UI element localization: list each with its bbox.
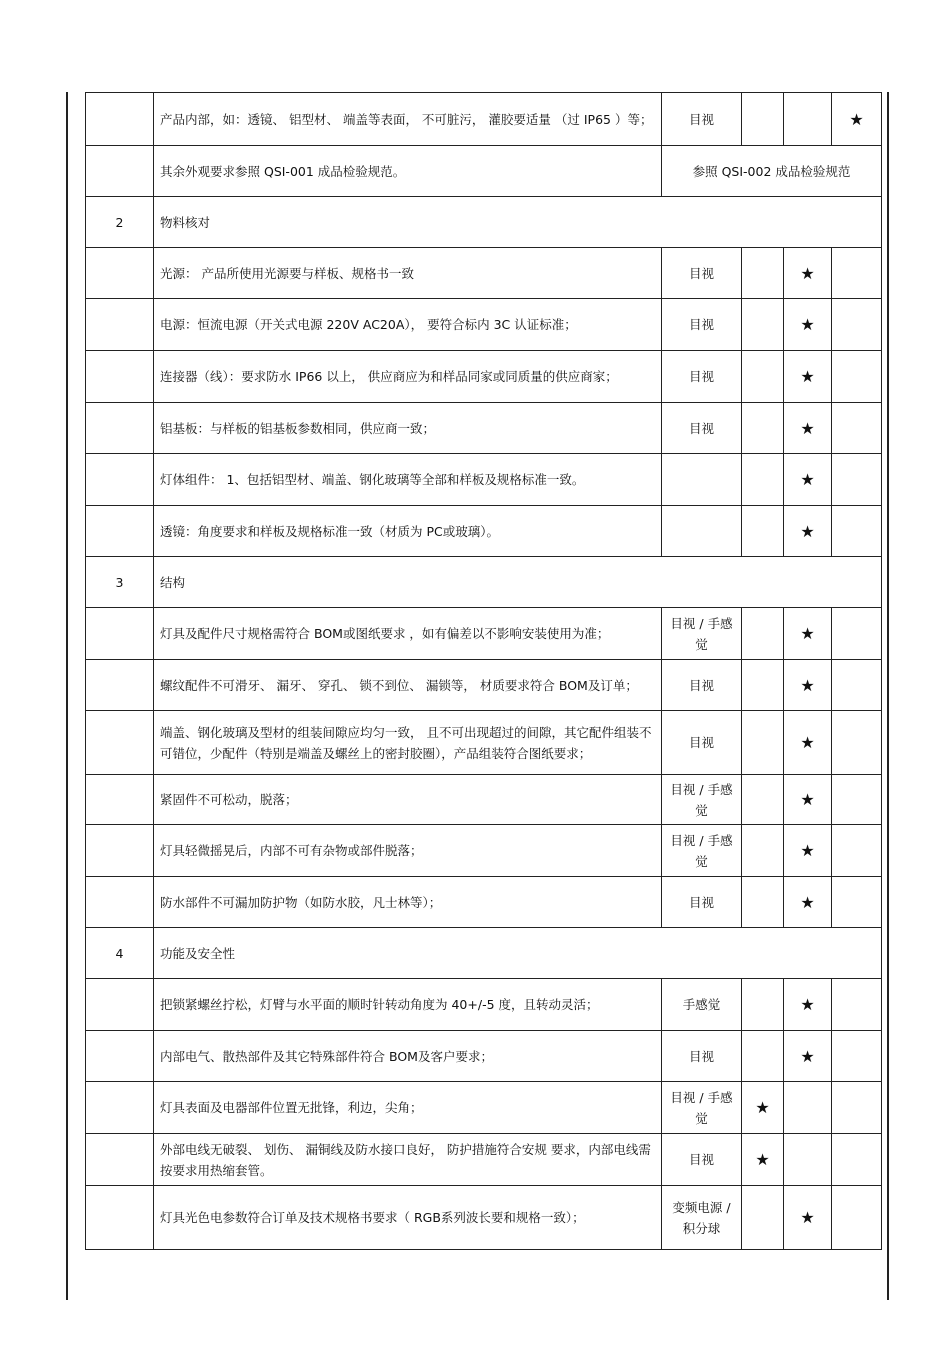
requirement-text: 电源：恒流电源（开关式电源 220V AC20A）， 要符合标内 3C 认证标准； [154, 299, 662, 351]
row-number-cell [86, 506, 154, 557]
grade-b-mark: ★ [784, 825, 832, 877]
row-number-cell [86, 775, 154, 825]
left-margin-line [66, 92, 68, 1300]
grade-b-mark: ★ [784, 248, 832, 299]
table-row [86, 608, 882, 660]
section-title: 结构 [154, 557, 882, 608]
grade-c-mark [832, 403, 882, 454]
requirement-text: 灯具表面及电器部件位置无批锋，利边，尖角； [154, 1082, 662, 1134]
reference-spec: 参照 QSI-002 成品检验规范 [662, 146, 882, 197]
requirement-text: 连接器（线）：要求防水 IP66 以上， 供应商应为和样品同家或同质量的供应商家； [154, 351, 662, 403]
grade-a-mark [742, 1186, 784, 1250]
section-row [86, 557, 882, 608]
grade-c-mark [832, 711, 882, 775]
row-number-cell [86, 660, 154, 711]
table-row [86, 825, 882, 877]
grade-c-mark [832, 506, 882, 557]
table-row [86, 454, 882, 506]
table-row [86, 1134, 882, 1186]
row-number-cell [86, 248, 154, 299]
row-number-cell [86, 979, 154, 1031]
requirement-text: 防水部件不可漏加防护物（如防水胶，凡士林等）； [154, 877, 662, 928]
grade-b-mark: ★ [784, 660, 832, 711]
table-row [86, 877, 882, 928]
inspection-method: 目视 / 手感觉 [662, 775, 742, 825]
requirement-text: 紧固件不可松动，脱落； [154, 775, 662, 825]
inspection-method: 目视 [662, 351, 742, 403]
table-row [86, 1186, 882, 1250]
row-number-cell [86, 454, 154, 506]
grade-c-mark [832, 351, 882, 403]
requirement-text: 铝基板：与样板的铝基板参数相同，供应商一致； [154, 403, 662, 454]
grade-c-mark [832, 608, 882, 660]
requirement-text: 内部电气、散热部件及其它特殊部件符合 BOM及客户要求； [154, 1031, 662, 1082]
row-number-cell [86, 608, 154, 660]
requirement-text: 光源： 产品所使用光源要与样板、规格书一致 [154, 248, 662, 299]
inspection-method: 手感觉 [662, 979, 742, 1031]
section-number: 4 [86, 928, 154, 979]
row-number-cell [86, 711, 154, 775]
grade-b-mark: ★ [784, 454, 832, 506]
inspection-method: 目视 [662, 1031, 742, 1082]
grade-a-mark [742, 825, 784, 877]
table-row [86, 1082, 882, 1134]
grade-a-mark: ★ [742, 1082, 784, 1134]
inspection-method: 目视 [662, 660, 742, 711]
grade-a-mark [742, 93, 784, 146]
table-row [86, 711, 882, 775]
table-row [86, 775, 882, 825]
table-row [86, 1031, 882, 1082]
section-row [86, 928, 882, 979]
row-number-cell [86, 299, 154, 351]
row-number-cell [86, 93, 154, 146]
grade-a-mark [742, 979, 784, 1031]
grade-b-mark: ★ [784, 299, 832, 351]
row-number-cell [86, 351, 154, 403]
grade-b-mark: ★ [784, 403, 832, 454]
row-number-cell [86, 146, 154, 197]
requirement-text: 灯具光色电参数符合订单及技术规格书要求（ RGB系列波长要和规格一致）； [154, 1186, 662, 1250]
grade-a-mark [742, 351, 784, 403]
row-number-cell [86, 877, 154, 928]
grade-b-mark: ★ [784, 506, 832, 557]
inspection-method: 目视 [662, 711, 742, 775]
row-number-cell [86, 1082, 154, 1134]
inspection-method: 变频电源 / 积分球 [662, 1186, 742, 1250]
grade-c-mark [832, 248, 882, 299]
grade-c-mark [832, 1031, 882, 1082]
table-row [86, 506, 882, 557]
row-number-cell [86, 1134, 154, 1186]
table-row [86, 403, 882, 454]
section-title: 功能及安全性 [154, 928, 882, 979]
grade-c-mark [832, 1134, 882, 1186]
section-row [86, 197, 882, 248]
grade-b-mark: ★ [784, 1031, 832, 1082]
grade-a-mark [742, 660, 784, 711]
grade-c-mark [832, 877, 882, 928]
requirement-text: 螺纹配件不可滑牙、 漏牙、 穿孔、 锁不到位、 漏锁等， 材质要求符合 BOM及订单； [154, 660, 662, 711]
section-title: 物料核对 [154, 197, 882, 248]
requirement-text: 透镜：角度要求和样板及规格标准一致（材质为 PC或玻璃）。 [154, 506, 662, 557]
grade-b-mark: ★ [784, 711, 832, 775]
grade-c-mark: ★ [832, 93, 882, 146]
section-number: 2 [86, 197, 154, 248]
inspection-method: 目视 / 手感觉 [662, 1082, 742, 1134]
requirement-text: 端盖、钢化玻璃及型材的组装间隙应均匀一致， 且不可出现超过的间隙，其它配件组装不可错位，少配件（特别是端盖及螺丝上的密封胶圈），产品组装符合图纸要求； [154, 711, 662, 775]
inspection-method: 目视 [662, 299, 742, 351]
grade-c-mark [832, 454, 882, 506]
table-row [86, 351, 882, 403]
table-row [86, 660, 882, 711]
grade-b-mark [784, 1134, 832, 1186]
table-row [86, 248, 882, 299]
requirement-text: 灯具及配件尺寸规格需符合 BOM或图纸要求 ，如有偏差以不影响安装使用为准； [154, 608, 662, 660]
inspection-method: 目视 [662, 403, 742, 454]
requirement-text: 灯体组件： 1、包括铝型材、端盖、钢化玻璃等全部和样板及规格标准一致。 [154, 454, 662, 506]
requirement-text: 把锁紧螺丝拧松，灯臂与水平面的顺时针转动角度为 40+/-5 度，且转动灵活； [154, 979, 662, 1031]
grade-a-mark [742, 711, 784, 775]
inspection-method [662, 506, 742, 557]
inspection-method: 目视 [662, 248, 742, 299]
grade-c-mark [832, 299, 882, 351]
requirement-text: 外部电线无破裂、 划伤、 漏铜线及防水接口良好， 防护措施符合安规 要求，内部电线需按要求用热缩套管。 [154, 1134, 662, 1186]
requirement-text: 产品内部，如：透镜、 铝型材、 端盖等表面， 不可脏污， 灌胶要适量 （过 IP65 ）等； [154, 93, 662, 146]
grade-a-mark [742, 248, 784, 299]
row-number-cell [86, 1031, 154, 1082]
grade-a-mark [742, 506, 784, 557]
inspection-method [662, 454, 742, 506]
grade-b-mark: ★ [784, 351, 832, 403]
grade-a-mark: ★ [742, 1134, 784, 1186]
grade-c-mark [832, 825, 882, 877]
grade-b-mark [784, 1082, 832, 1134]
grade-a-mark [742, 1031, 784, 1082]
row-number-cell [86, 825, 154, 877]
grade-c-mark [832, 1186, 882, 1250]
grade-a-mark [742, 454, 784, 506]
inspection-method: 目视 [662, 93, 742, 146]
inspection-method: 目视 [662, 1134, 742, 1186]
right-margin-line [887, 92, 889, 1300]
grade-c-mark [832, 660, 882, 711]
grade-a-mark [742, 877, 784, 928]
requirement-text: 灯具轻微摇晃后，内部不可有杂物或部件脱落； [154, 825, 662, 877]
requirement-text: 其余外观要求参照 QSI-001 成品检验规范。 [154, 146, 662, 197]
grade-b-mark: ★ [784, 775, 832, 825]
grade-c-mark [832, 775, 882, 825]
grade-a-mark [742, 299, 784, 351]
grade-b-mark: ★ [784, 877, 832, 928]
row-number-cell [86, 1186, 154, 1250]
grade-a-mark [742, 775, 784, 825]
grade-b-mark: ★ [784, 1186, 832, 1250]
table-row [86, 146, 882, 197]
grade-c-mark [832, 979, 882, 1031]
table-row [86, 299, 882, 351]
grade-b-mark: ★ [784, 979, 832, 1031]
inspection-method: 目视 / 手感觉 [662, 825, 742, 877]
grade-c-mark [832, 1082, 882, 1134]
grade-b-mark [784, 93, 832, 146]
grade-a-mark [742, 403, 784, 454]
table-row [86, 979, 882, 1031]
section-number: 3 [86, 557, 154, 608]
inspection-method: 目视 / 手感觉 [662, 608, 742, 660]
grade-b-mark: ★ [784, 608, 832, 660]
row-number-cell [86, 403, 154, 454]
inspection-spec-table [85, 92, 882, 1250]
grade-a-mark [742, 608, 784, 660]
inspection-method: 目视 [662, 877, 742, 928]
table-row [86, 93, 882, 146]
